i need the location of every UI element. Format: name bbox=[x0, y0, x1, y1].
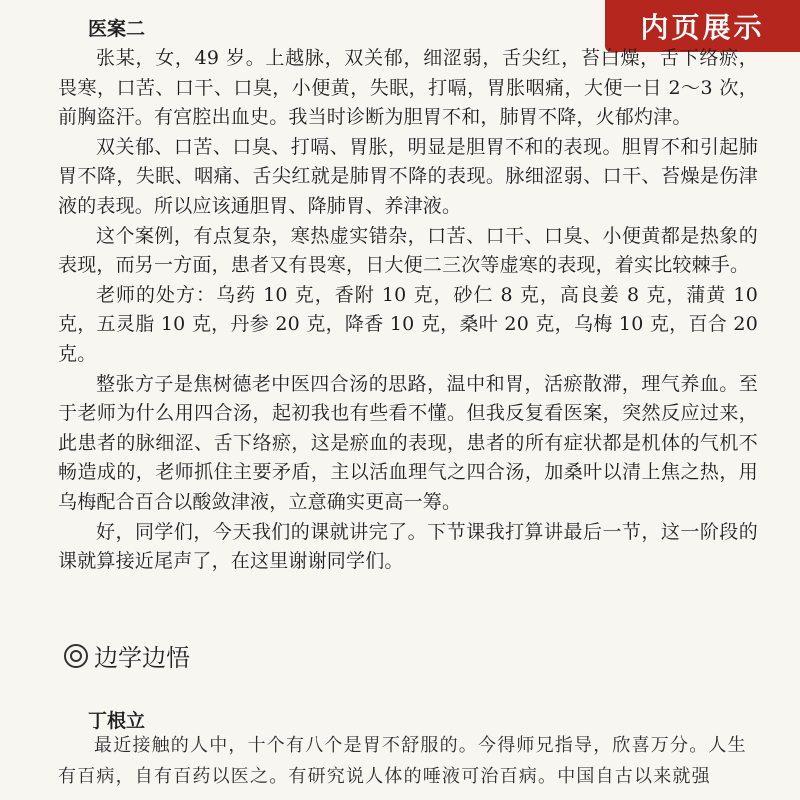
section-heading bbox=[64, 638, 190, 673]
prescription-paragraph: 老师的处方：乌药 10 克，香附 10 克，砂仁 8 克，高良姜 8 克，蒲黄 10 克，五灵脂 10 克，丹参 20 克，降香 10 克，桑叶 20 克，乌梅 10 克，百合 20 克。 bbox=[58, 283, 758, 365]
reflection-author: 丁根立 bbox=[88, 710, 146, 732]
case-paragraph: 这个案例，有点复杂，寒热虚实错杂，口苦、口干、口臭、小便黄都是热象的表现，而另一方面，患者又有畏寒，日大便二三次等虚寒的表现，着实比较棘手。 bbox=[58, 224, 758, 277]
inner-page-banner: 内页展示 bbox=[605, 0, 800, 52]
reflection-body bbox=[58, 730, 758, 792]
closing-paragraph: 好，同学们，今天我们的课就讲完了。下节课我打算讲最后一节，这一阶段的课就算接近尾声了，在这里谢谢同学们。 bbox=[58, 520, 758, 573]
case-body bbox=[58, 44, 758, 577]
case-paragraph: 张某，女，49 岁。上越脉，双关郁，细涩弱，舌尖红，苔白燥，舌下络瘀，畏寒，口苦、口干、口臭，小便黄，失眠，打嗝，胃胀咽痛，大便一日 2～3 次，前胸盗汗。有宫腔出血史。我当时诊断为胆胃不和，肺胃不降，火郁灼津。 bbox=[58, 47, 758, 129]
section-title: 边学边悟 bbox=[94, 644, 190, 672]
double-circle-icon bbox=[64, 644, 88, 668]
case-paragraph: 整张方子是焦树德老中医四合汤的思路，温中和胃，活瘀散滞，理气养血。至于老师为什么用四合汤，起初我也有些看不懂。但我反复看医案，突然反应过来，此患者的脉细涩、舌下络瘀，这是瘀血的表现，患者的所有症状都是机体的气机不畅造成的，老师抓住主要矛盾，主以活血理气之四合汤，加桑叶以清上焦之热，用乌梅配合百合以酸敛津液，立意确实更高一筹。 bbox=[58, 372, 758, 513]
reflection-paragraph: 最近接触的人中，十个有八个是胃不舒服的。今得师兄指导，欣喜万分。人生有百病，自有百药以医之。有研究说人体的唾液可治百病。中国自古以来就强 bbox=[58, 735, 747, 787]
case-paragraph: 双关郁、口苦、口臭、打嗝、胃胀，明显是胆胃不和的表现。胆胃不和引起肺胃不降，失眠、咽痛、舌尖红就是肺胃不降的表现。脉细涩弱、口干、苔燥是伤津液的表现。所以应该通胆胃、降肺胃、养津液。 bbox=[58, 135, 758, 217]
case-title: 医案二 bbox=[88, 18, 146, 40]
